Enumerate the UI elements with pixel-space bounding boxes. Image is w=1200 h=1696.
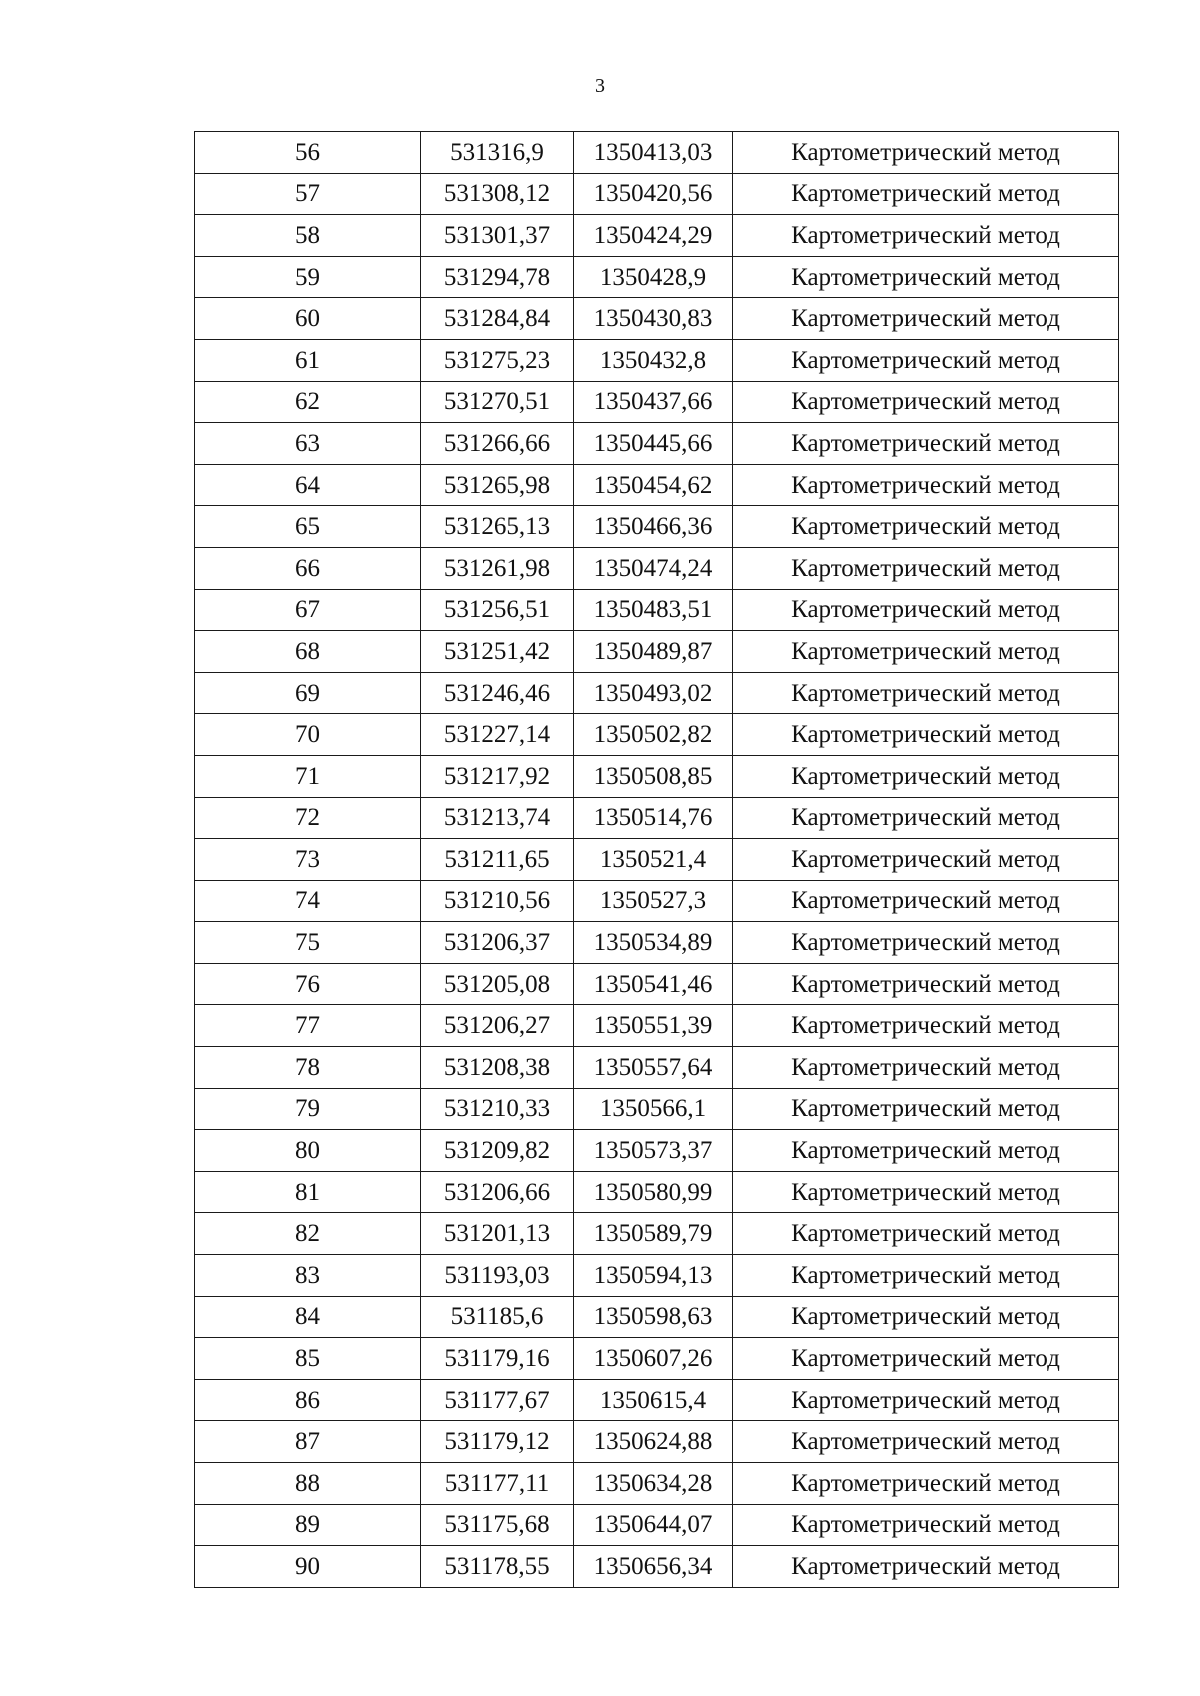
table-row [195,1546,1119,1588]
method-cell: Картометрический метод [733,1379,1119,1421]
table-row [195,1296,1119,1338]
y-coordinate-cell: 1350445,66 [574,423,733,465]
point-number-cell: 72 [195,797,421,839]
table-row [195,132,1119,174]
point-number-cell: 71 [195,755,421,797]
table-row [195,298,1119,340]
x-coordinate-cell: 531201,13 [421,1213,574,1255]
y-coordinate-cell: 1350474,24 [574,547,733,589]
x-coordinate-cell: 531185,6 [421,1296,574,1338]
table-row [195,381,1119,423]
method-cell: Картометрический метод [733,1005,1119,1047]
method-cell: Картометрический метод [733,963,1119,1005]
x-coordinate-cell: 531316,9 [421,132,574,174]
table-row [195,339,1119,381]
y-coordinate-cell: 1350541,46 [574,963,733,1005]
x-coordinate-cell: 531210,56 [421,880,574,922]
method-cell: Картометрический метод [733,464,1119,506]
table-row [195,547,1119,589]
y-coordinate-cell: 1350420,56 [574,173,733,215]
x-coordinate-cell: 531208,38 [421,1047,574,1089]
table-row [195,589,1119,631]
table-row [195,963,1119,1005]
method-cell: Картометрический метод [733,880,1119,922]
table-row [195,1171,1119,1213]
x-coordinate-cell: 531211,65 [421,839,574,881]
method-cell: Картометрический метод [733,1213,1119,1255]
y-coordinate-cell: 1350566,1 [574,1088,733,1130]
table-row [195,922,1119,964]
x-coordinate-cell: 531217,92 [421,755,574,797]
point-number-cell: 79 [195,1088,421,1130]
page-number: 3 [595,75,605,97]
point-number-cell: 64 [195,464,421,506]
point-number-cell: 73 [195,839,421,881]
table-row [195,839,1119,881]
method-cell: Картометрический метод [733,298,1119,340]
point-number-cell: 89 [195,1504,421,1546]
point-number-cell: 57 [195,173,421,215]
method-cell: Картометрический метод [733,1296,1119,1338]
x-coordinate-cell: 531210,33 [421,1088,574,1130]
y-coordinate-cell: 1350580,99 [574,1171,733,1213]
y-coordinate-cell: 1350428,9 [574,256,733,298]
point-number-cell: 70 [195,714,421,756]
y-coordinate-cell: 1350624,88 [574,1421,733,1463]
y-coordinate-cell: 1350413,03 [574,132,733,174]
table-row [195,1379,1119,1421]
y-coordinate-cell: 1350557,64 [574,1047,733,1089]
point-number-cell: 87 [195,1421,421,1463]
y-coordinate-cell: 1350514,76 [574,797,733,839]
method-cell: Картометрический метод [733,173,1119,215]
method-cell: Картометрический метод [733,1130,1119,1172]
x-coordinate-cell: 531266,66 [421,423,574,465]
x-coordinate-cell: 531178,55 [421,1546,574,1588]
point-number-cell: 76 [195,963,421,1005]
x-coordinate-cell: 531206,27 [421,1005,574,1047]
x-coordinate-cell: 531175,68 [421,1504,574,1546]
table-row [195,880,1119,922]
method-cell: Картометрический метод [733,922,1119,964]
y-coordinate-cell: 1350527,3 [574,880,733,922]
y-coordinate-cell: 1350521,4 [574,839,733,881]
x-coordinate-cell: 531301,37 [421,215,574,257]
table-row [195,1047,1119,1089]
method-cell: Картометрический метод [733,215,1119,257]
point-number-cell: 74 [195,880,421,922]
x-coordinate-cell: 531246,46 [421,672,574,714]
method-cell: Картометрический метод [733,423,1119,465]
point-number-cell: 80 [195,1130,421,1172]
method-cell: Картометрический метод [733,797,1119,839]
y-coordinate-cell: 1350634,28 [574,1463,733,1505]
x-coordinate-cell: 531308,12 [421,173,574,215]
point-number-cell: 56 [195,132,421,174]
method-cell: Картометрический метод [733,1546,1119,1588]
table-row [195,1005,1119,1047]
point-number-cell: 75 [195,922,421,964]
x-coordinate-cell: 531206,37 [421,922,574,964]
table-row [195,506,1119,548]
x-coordinate-cell: 531205,08 [421,963,574,1005]
x-coordinate-cell: 531265,13 [421,506,574,548]
point-number-cell: 78 [195,1047,421,1089]
method-cell: Картометрический метод [733,1255,1119,1297]
coordinates-table-body [195,132,1119,1588]
table-row [195,714,1119,756]
point-number-cell: 77 [195,1005,421,1047]
point-number-cell: 69 [195,672,421,714]
table-row [195,423,1119,465]
y-coordinate-cell: 1350573,37 [574,1130,733,1172]
table-row [195,755,1119,797]
y-coordinate-cell: 1350437,66 [574,381,733,423]
method-cell: Картометрический метод [733,1338,1119,1380]
y-coordinate-cell: 1350656,34 [574,1546,733,1588]
y-coordinate-cell: 1350589,79 [574,1213,733,1255]
table-row [195,1213,1119,1255]
method-cell: Картометрический метод [733,506,1119,548]
x-coordinate-cell: 531206,66 [421,1171,574,1213]
method-cell: Картометрический метод [733,589,1119,631]
method-cell: Картометрический метод [733,547,1119,589]
x-coordinate-cell: 531193,03 [421,1255,574,1297]
y-coordinate-cell: 1350644,07 [574,1504,733,1546]
y-coordinate-cell: 1350598,63 [574,1296,733,1338]
point-number-cell: 85 [195,1338,421,1380]
x-coordinate-cell: 531270,51 [421,381,574,423]
table-row [195,1088,1119,1130]
x-coordinate-cell: 531209,82 [421,1130,574,1172]
method-cell: Картометрический метод [733,1504,1119,1546]
point-number-cell: 82 [195,1213,421,1255]
point-number-cell: 84 [195,1296,421,1338]
table-row [195,1463,1119,1505]
table-row [195,1421,1119,1463]
y-coordinate-cell: 1350454,62 [574,464,733,506]
y-coordinate-cell: 1350489,87 [574,631,733,673]
point-number-cell: 62 [195,381,421,423]
method-cell: Картометрический метод [733,672,1119,714]
point-number-cell: 81 [195,1171,421,1213]
table-row [195,464,1119,506]
method-cell: Картометрический метод [733,132,1119,174]
x-coordinate-cell: 531275,23 [421,339,574,381]
table-row [195,1130,1119,1172]
point-number-cell: 90 [195,1546,421,1588]
x-coordinate-cell: 531261,98 [421,547,574,589]
method-cell: Картометрический метод [733,381,1119,423]
y-coordinate-cell: 1350424,29 [574,215,733,257]
x-coordinate-cell: 531227,14 [421,714,574,756]
y-coordinate-cell: 1350502,82 [574,714,733,756]
point-number-cell: 61 [195,339,421,381]
method-cell: Картометрический метод [733,339,1119,381]
table-row [195,256,1119,298]
table-row [195,1255,1119,1297]
point-number-cell: 60 [195,298,421,340]
y-coordinate-cell: 1350594,13 [574,1255,733,1297]
table-row [195,215,1119,257]
point-number-cell: 83 [195,1255,421,1297]
y-coordinate-cell: 1350483,51 [574,589,733,631]
table-row [195,631,1119,673]
method-cell: Картометрический метод [733,1088,1119,1130]
method-cell: Картометрический метод [733,755,1119,797]
method-cell: Картометрический метод [733,839,1119,881]
point-number-cell: 86 [195,1379,421,1421]
x-coordinate-cell: 531213,74 [421,797,574,839]
y-coordinate-cell: 1350551,39 [574,1005,733,1047]
table-row [195,1504,1119,1546]
point-number-cell: 66 [195,547,421,589]
point-number-cell: 67 [195,589,421,631]
x-coordinate-cell: 531284,84 [421,298,574,340]
table-row [195,672,1119,714]
table-row [195,797,1119,839]
x-coordinate-cell: 531251,42 [421,631,574,673]
y-coordinate-cell: 1350493,02 [574,672,733,714]
point-number-cell: 88 [195,1463,421,1505]
point-number-cell: 59 [195,256,421,298]
method-cell: Картометрический метод [733,631,1119,673]
y-coordinate-cell: 1350466,36 [574,506,733,548]
method-cell: Картометрический метод [733,1421,1119,1463]
method-cell: Картометрический метод [733,714,1119,756]
x-coordinate-cell: 531179,16 [421,1338,574,1380]
x-coordinate-cell: 531265,98 [421,464,574,506]
x-coordinate-cell: 531256,51 [421,589,574,631]
method-cell: Картометрический метод [733,1463,1119,1505]
point-number-cell: 63 [195,423,421,465]
y-coordinate-cell: 1350534,89 [574,922,733,964]
y-coordinate-cell: 1350615,4 [574,1379,733,1421]
x-coordinate-cell: 531177,11 [421,1463,574,1505]
method-cell: Картометрический метод [733,256,1119,298]
table-row [195,173,1119,215]
point-number-cell: 65 [195,506,421,548]
method-cell: Картометрический метод [733,1047,1119,1089]
point-number-cell: 68 [195,631,421,673]
coordinates-table [194,131,1119,1588]
y-coordinate-cell: 1350432,8 [574,339,733,381]
point-number-cell: 58 [195,215,421,257]
y-coordinate-cell: 1350430,83 [574,298,733,340]
y-coordinate-cell: 1350607,26 [574,1338,733,1380]
x-coordinate-cell: 531294,78 [421,256,574,298]
method-cell: Картометрический метод [733,1171,1119,1213]
x-coordinate-cell: 531179,12 [421,1421,574,1463]
table-row [195,1338,1119,1380]
x-coordinate-cell: 531177,67 [421,1379,574,1421]
y-coordinate-cell: 1350508,85 [574,755,733,797]
